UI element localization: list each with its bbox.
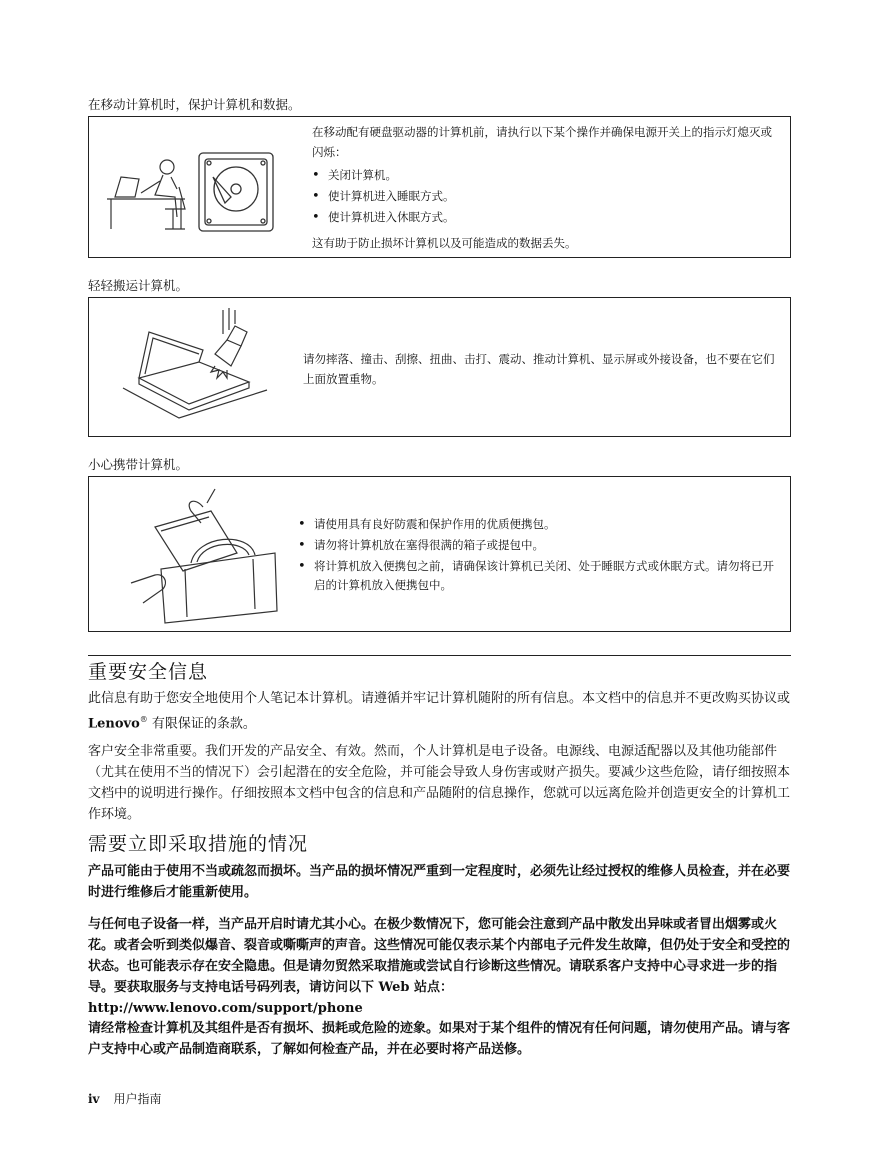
move-bullet-list	[312, 166, 772, 227]
move-computer-box	[88, 116, 791, 258]
section-divider	[88, 655, 791, 656]
safety-heading: 重要安全信息	[88, 661, 209, 683]
move-outro: 这有助于防止损坏计算机以及可能造成的数据丢失。	[312, 236, 577, 250]
page-footer	[88, 1090, 162, 1107]
handle-gently-text: 请勿摔落、撞击、刮擦、扭曲、击打、震动、推动计算机、显示屏或外接设备，也不要在它们上面放置重物。	[303, 352, 775, 386]
carry-carefully-text	[298, 513, 778, 597]
list-item: • 使计算机进入睡眠方式。	[312, 187, 772, 206]
immediate-paragraph-2	[88, 914, 791, 1019]
move-computer-text	[312, 122, 772, 253]
list-item: • 将计算机放入便携包之前，请确保该计算机已关闭、处于睡眠方式或休眠方式。请勿将已开启的计算机放入便携包中。	[298, 557, 778, 595]
handle-gently-box	[88, 297, 791, 437]
list-item: • 关闭计算机。	[312, 166, 772, 185]
laptop-into-bag-icon	[125, 483, 285, 629]
immediate-p2-text: 与任何电子设备一样，当产品开启时请尤其小心。在极少数情况下，您可能会注意到产品中散发出异味或者冒出烟雾或火花。或者会听到类似爆音、裂音或嘶嘶声的声音。这些情况可能仅表示某个内部电子元件发生故障，但仍处于安全和受控的状态。也可能表示存在安全隐患。但是请勿贸然采取措施或尝试自行诊断这些情况。请联系客户支持中心寻求进一步的指导。要获取服务与支持电话号码列表，请访问以下 Web 站点：	[88, 917, 791, 995]
safety-paragraph-2: 客户安全非常重要。我们开发的产品安全、有效。然而，个人计算机是电子设备。电源线、电源适配器以及其他功能部件（尤其在使用不当的情况下）会引起潜在的安全危险，并可能会导致人身伤害或财产损失。要减少这些危险，请仔细按照本文档中的说明进行操作。仔细按照本文档中包含的信息和产品随附的信息操作，您就可以远离危险并创造更安全的计算机工作环境。	[88, 744, 791, 822]
list-item: • 使计算机进入休眠方式。	[312, 208, 772, 227]
registered-mark: ®	[139, 715, 148, 724]
carry-bullet-list	[298, 515, 778, 595]
immediate-paragraph-3: 请经常检查计算机及其组件是否有损坏、损耗或危险的迹象。如果对于某个组件的情况有任何问题，请勿使用产品。请与客户支持中心或产品制造商联系，了解如何检查产品，并在必要时将产品送修。	[88, 1021, 791, 1057]
document-title: 用户指南	[113, 1092, 162, 1106]
section-title-carry: 小心携带计算机。	[88, 457, 189, 472]
safety-p1-text-a: 此信息有助于您安全地使用个人笔记本计算机。请遵循并牢记计算机随附的所有信息。本文档中的信息并不更改购买协议或	[88, 691, 791, 706]
safety-paragraph-1	[88, 688, 791, 734]
page-number: iv	[88, 1092, 100, 1106]
list-item: • 请勿将计算机放在塞得很满的箱子或提包中。	[298, 536, 778, 555]
support-url-link[interactable]: http://www.lenovo.com/support/phone	[88, 1001, 363, 1016]
section-title-handle: 轻轻搬运计算机。	[88, 278, 189, 293]
move-intro: 在移动配有硬盘驱动器的计算机前，请执行以下某个操作并确保电源开关上的指示灯熄灭或闪烁：	[312, 125, 772, 159]
immediate-paragraph-1: 产品可能由于使用不当或疏忽而损坏。当产品的损坏情况严重到一定程度时，必须先让经过授权的维修人员检查，并在必要时进行维修后才能重新使用。	[88, 864, 791, 900]
immediate-action-heading: 需要立即采取措施的情况	[88, 833, 309, 855]
list-item: • 请使用具有良好防震和保护作用的优质便携包。	[298, 515, 778, 534]
carry-carefully-box	[88, 476, 791, 632]
laptop-impact-icon	[119, 306, 269, 431]
brand-name: Lenovo	[88, 716, 140, 732]
safety-p1-text-b: 有限保证的条款。	[147, 716, 256, 732]
person-with-laptop-and-hard-disk-icon	[105, 137, 275, 237]
section-title-move: 在移动计算机时，保护计算机和数据。	[88, 97, 301, 112]
